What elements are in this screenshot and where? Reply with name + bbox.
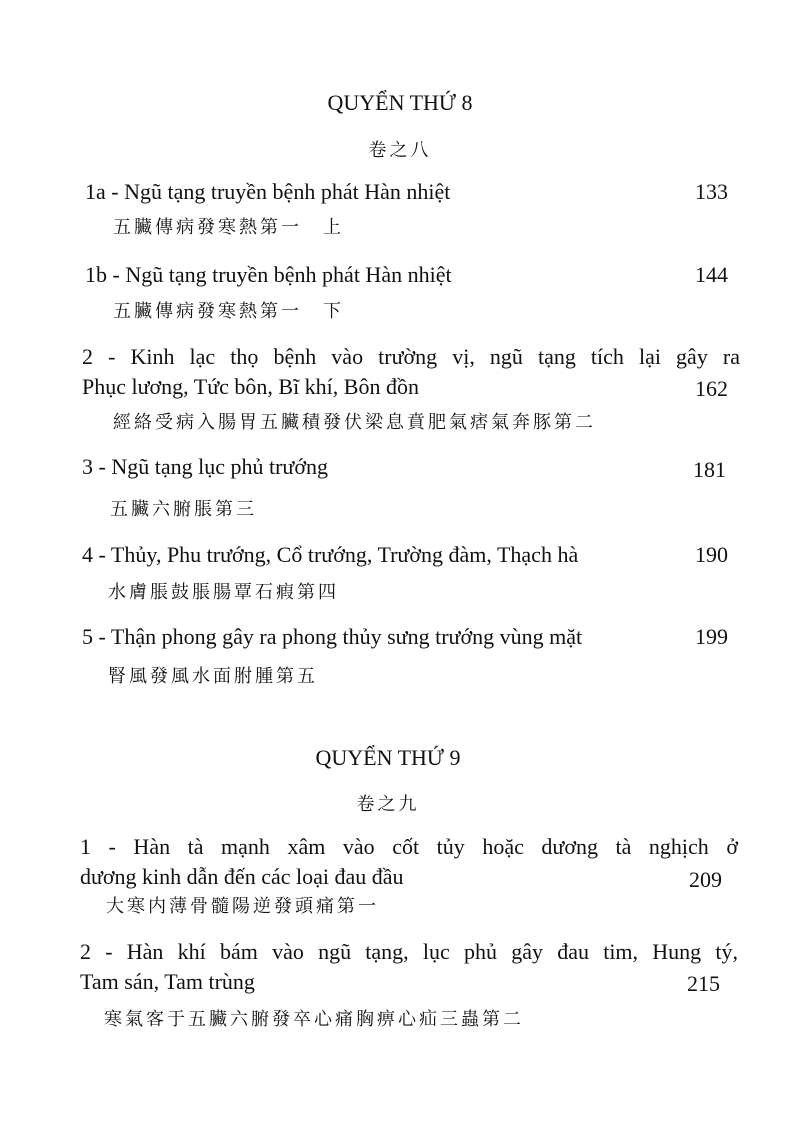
entry-title: 2 - Kinh lạc thọ bệnh vào trường vị, ngũ tạng tích lại gây ra [82, 344, 740, 369]
entry-page: 190 [695, 542, 728, 567]
entry-title: 4 - Thủy, Phu trướng, Cổ trướng, Trường đàm, Thạch hà [82, 542, 579, 567]
entry-chinese: 五臟六腑脹第三 [110, 499, 257, 520]
book9-title-chinese: 卷之九 [356, 794, 420, 815]
entry-title: 1a - Ngũ tạng truyền bệnh phát Hàn nhiệt [85, 179, 451, 204]
entry-chinese: 五臟傳病發寒熱第一 上 [113, 217, 344, 238]
entry-title: 3 - Ngũ tạng lục phủ trướng [82, 454, 328, 479]
entry-title: 5 - Thận phong gây ra phong thủy sưng trướng vùng mặt [82, 624, 583, 649]
book8-title: QUYỂN THỨ 8 [327, 90, 473, 115]
entry-chinese: 大寒内薄骨髓陽逆發頭痛第一 [106, 896, 379, 917]
entry-page: 133 [695, 179, 728, 204]
entry-page: 144 [695, 262, 728, 287]
entry-title: 1b - Ngũ tạng truyền bệnh phát Hàn nhiệt [85, 262, 452, 287]
entry-title-cont: dương kinh dẫn đến các loại đau đầu [80, 864, 404, 889]
entry-page: 209 [689, 867, 722, 892]
book9-title: QUYỂN THỨ 9 [315, 745, 461, 770]
book8-title-chinese: 卷之八 [368, 140, 432, 161]
entry-page: 199 [695, 624, 728, 649]
entry-chinese: 經絡受病入腸胃五臟積發伏梁息賁肥氣痞氣奔豚第二 [113, 412, 596, 433]
entry-page: 162 [695, 376, 728, 401]
entry-chinese: 五臟傳病發寒熱第一 下 [113, 301, 344, 322]
entry-title-cont: Phục lương, Tức bôn, Bĩ khí, Bôn đồn [82, 374, 419, 399]
entry-chinese: 腎風發風水面胕腫第五 [108, 666, 318, 687]
entry-chinese: 水膚脹鼓脹腸覃石瘕第四 [108, 582, 339, 603]
entry-title: 1 - Hàn tà mạnh xâm vào cốt tủy hoặc dương tà nghịch ở [80, 834, 738, 859]
entry-chinese: 寒氣客于五臟六腑發卒心痛胸痹心疝三蟲第二 [104, 1009, 524, 1030]
entry-page: 215 [687, 971, 720, 996]
entry-title: 2 - Hàn khí bám vào ngũ tạng, lục phủ gây đau tim, Hung tý, [80, 939, 738, 964]
entry-page: 181 [693, 457, 726, 482]
entry-title-cont: Tam sán, Tam trùng [80, 969, 255, 994]
